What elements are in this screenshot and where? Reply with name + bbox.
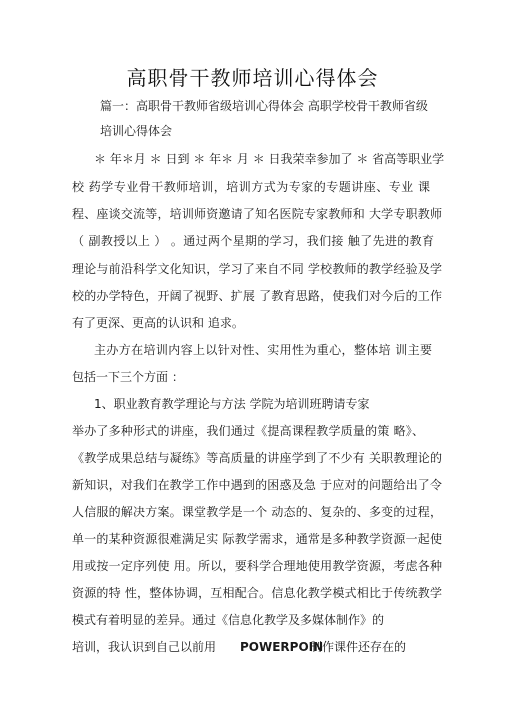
text-line: 程、座谈交流等，培训师资邀请了知名医院专家教师和 大学专职教师 — [72, 207, 442, 221]
text-line: 培训心得体会 — [100, 124, 173, 138]
text-line: 校 药学专业骨干教师培训，培训方式为专家的专题讲座、专业 课 — [72, 180, 430, 194]
text-line-keyword: POWERPOIN — [240, 640, 324, 654]
text-line: 人信服的解决方案。课堂教学是一个 动态的、复杂的、多变的过程， — [72, 505, 442, 519]
text-line: 用或按一定序列使 用。所以，要科学合理地使用教学资源，考虑各种 — [72, 559, 442, 573]
text-line: 制作课件还存在的 — [310, 640, 407, 654]
text-line: 包括一下三个方面 ： — [72, 370, 184, 384]
text-line: 资源的特 性，整体协调，互相配合。信息化教学模式相比于传统教学 — [72, 586, 442, 600]
text-line: 理论与前沿科学文化知识，学习了来自不同 学校教师的教学经验及学 — [72, 262, 442, 276]
text-line: 培训，我认识到自己以前用 — [72, 640, 217, 654]
text-line: 1、职业教育教学理论与方法 学院为培训班聘请专家 — [94, 397, 370, 411]
text-line: 有了更深、更高的认识和 追求。 — [72, 316, 244, 330]
text-line: （ 副教授以上 ） 。通过两个星期的学习，我们接 触了先进的教育 — [72, 234, 434, 248]
text-line: 《教学成果总结与凝练》等高质量的讲座学到了不少有 关职教理论的 — [72, 451, 442, 465]
text-line: 篇一：高职骨干教师省级培训心得体会 高职学校骨干教师省级 — [100, 99, 428, 113]
text-line: 校的办学特色，开阔了视野、扩展 了教育思路，使我们对今后的工作 — [72, 289, 442, 303]
text-line: 主办方在培训内容上以针对性、实用性为重心，整体培 训主要 — [94, 343, 432, 357]
text-line: 举办了多种形式的讲座，我们通过《提高课程教学质量的策 略》、 — [72, 424, 424, 438]
document-title: 高职骨干教师培训心得体会 — [126, 66, 379, 90]
text-line: 单一的某种资源很难满足实 际教学需求，通常是多种教学资源一起使 — [72, 532, 442, 546]
text-line: ＊ 年＊月 ＊ 日到 ＊ 年＊ 月 ＊ 日我荣幸参加了 ＊ 省高等职业学 — [94, 152, 445, 166]
text-line: 新知识，对我们在教学工作中遇到的困惑及急 于应对的问题给出了令 — [72, 478, 442, 492]
text-line: 模式有着明显的差异。通过《信息化教学及多媒体制作》的 — [72, 613, 385, 627]
